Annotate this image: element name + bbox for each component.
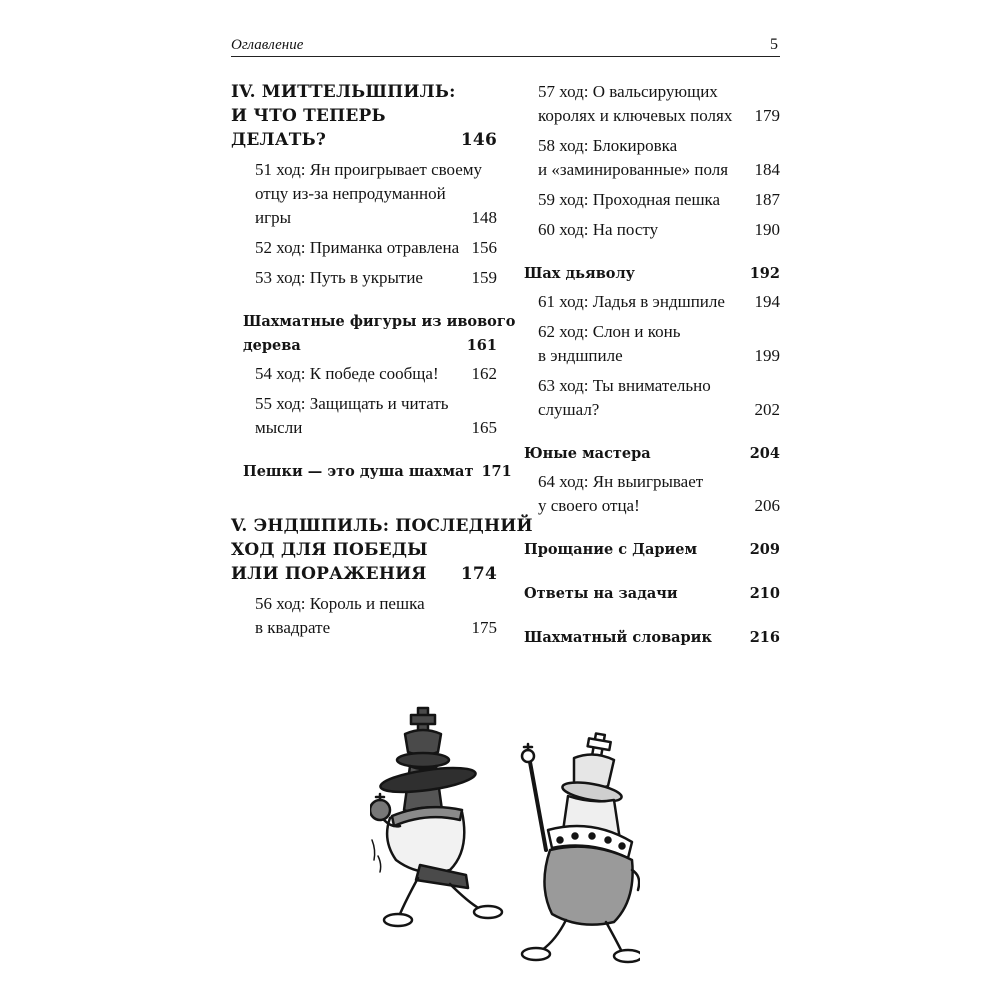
running-header xyxy=(231,36,780,57)
toc-entry-title: в квадрате xyxy=(255,618,331,637)
toc-entry-line xyxy=(231,538,497,562)
toc-entry-line xyxy=(243,310,516,334)
toc-entry-page: 194 xyxy=(754,292,780,311)
toc-entry-line xyxy=(231,514,533,538)
toc-entry-line xyxy=(255,392,497,416)
toc-entry-line xyxy=(524,442,780,466)
toc-entry-line xyxy=(255,236,497,260)
toc-entry-title: отцу из-за непродуманной xyxy=(255,184,446,203)
toc-entry-page: 174 xyxy=(460,564,497,584)
toc-entry-move xyxy=(524,80,780,128)
toc-entry-section xyxy=(231,310,516,358)
toc-entry-part xyxy=(231,80,497,152)
toc-entry-title: игры xyxy=(255,208,291,227)
toc-entry-title: королях и ключевых полях xyxy=(538,106,733,125)
toc-entry-page: 202 xyxy=(754,400,780,419)
toc-entry-line xyxy=(255,266,497,290)
chess-kings-illustration xyxy=(370,700,640,970)
toc-entry-title: 55 ход: Защищать и читать xyxy=(255,394,449,413)
toc-entry-move xyxy=(524,290,780,314)
toc-entry-page: 161 xyxy=(466,337,497,354)
toc-entry-line xyxy=(538,188,780,212)
page-number: 5 xyxy=(770,36,778,53)
toc-entry-page: 159 xyxy=(471,268,497,287)
toc-entry-page: 210 xyxy=(749,585,780,602)
toc-entry-title: 53 ход: Путь в укрытие xyxy=(255,268,423,287)
toc-entry-page: 216 xyxy=(749,629,780,646)
toc-entry-line xyxy=(255,362,497,386)
toc-entry-move xyxy=(524,188,780,212)
toc-entry-move xyxy=(231,158,497,230)
toc-entry-section xyxy=(524,442,780,466)
toc-entry-line xyxy=(538,398,780,422)
toc-entry-title: 56 ход: Король и пешка xyxy=(255,594,425,613)
toc-entry-line xyxy=(538,290,780,314)
toc-entry-title: И ЧТО ТЕПЕРЬ xyxy=(231,106,386,126)
toc-entry-move xyxy=(231,362,497,386)
toc-entry-line xyxy=(243,460,512,484)
toc-entry-line xyxy=(231,80,497,104)
toc-entry-part xyxy=(231,514,533,586)
toc-entry-line xyxy=(538,320,780,344)
toc-entry-section xyxy=(524,582,780,606)
toc-entry-title: IV. МИТТЕЛЬШПИЛЬ: xyxy=(231,82,456,102)
toc-entry-line xyxy=(255,416,497,440)
toc-entry-move xyxy=(524,218,780,242)
toc-entry-title: мысли xyxy=(255,418,303,437)
black-king-icon xyxy=(370,708,502,926)
toc-entry-page: 171 xyxy=(481,463,512,480)
toc-entry-title: 61 ход: Ладья в эндшпиле xyxy=(538,292,725,311)
toc-entry-line xyxy=(538,494,780,518)
toc-entry-title: и «заминированные» поля xyxy=(538,160,729,179)
toc-entry-section xyxy=(231,460,512,484)
toc-entry-title: ДЕЛАТЬ? xyxy=(231,130,326,150)
toc-entry-page: 162 xyxy=(471,364,497,383)
white-king-icon xyxy=(522,733,640,962)
toc-entry-title: V. ЭНДШПИЛЬ: ПОСЛЕДНИЙ xyxy=(231,516,533,536)
toc-entry-section xyxy=(524,538,780,562)
toc-entry-line xyxy=(524,538,780,562)
toc-entry-title: Пешки — это душа шахмат xyxy=(243,463,474,480)
toc-entry-line xyxy=(538,80,780,104)
toc-entry-line xyxy=(243,334,497,358)
toc-entry-title: Шахматные фигуры из ивового xyxy=(243,313,516,330)
toc-entry-line xyxy=(524,582,780,606)
toc-entry-title: 58 ход: Блокировка xyxy=(538,136,678,155)
toc-entry-line xyxy=(255,182,497,206)
toc-entry-title: 62 ход: Слон и конь xyxy=(538,322,681,341)
running-header-title: Оглавление xyxy=(231,37,304,53)
toc-entry-section xyxy=(524,626,780,650)
toc-entry-title: Ответы на задачи xyxy=(524,585,678,602)
toc-entry-page: 179 xyxy=(754,106,780,125)
toc-entry-line xyxy=(231,104,497,128)
toc-left-column xyxy=(231,80,533,646)
toc-entry-page: 187 xyxy=(754,190,780,209)
toc-entry-title: 57 ход: О вальсирующих xyxy=(538,82,718,101)
toc-entry-page: 204 xyxy=(749,445,780,462)
toc-entry-title: 59 ход: Проходная пешка xyxy=(538,190,721,209)
toc-entry-page: 165 xyxy=(471,418,497,437)
toc-entry-move xyxy=(524,134,780,182)
toc-entry-title: 52 ход: Приманка отравлена xyxy=(255,238,460,257)
toc-entry-line xyxy=(255,616,497,640)
toc-entry-page: 190 xyxy=(754,220,780,239)
toc-entry-line xyxy=(538,470,780,494)
toc-entry-line xyxy=(255,592,497,616)
toc-entry-move xyxy=(524,374,780,422)
toc-entry-title: 54 ход: К победе сообща! xyxy=(255,364,439,383)
toc-entry-title: Шахматный словарик xyxy=(524,629,712,646)
toc-entry-title: Юные мастера xyxy=(524,445,651,462)
toc-entry-title: ИЛИ ПОРАЖЕНИЯ xyxy=(231,564,427,584)
toc-entry-line xyxy=(231,562,497,586)
toc-entry-line xyxy=(524,262,780,286)
toc-entry-page: 146 xyxy=(460,130,497,150)
toc-entry-title: в эндшпиле xyxy=(538,346,623,365)
toc-entry-page: 148 xyxy=(471,208,497,227)
toc-entry-line xyxy=(538,158,780,182)
toc-entry-line xyxy=(255,158,497,182)
toc-entry-move xyxy=(231,266,497,290)
toc-entry-page: 209 xyxy=(749,541,780,558)
toc-entry-line xyxy=(538,374,780,398)
toc-entry-title: у своего отца! xyxy=(538,496,640,515)
toc-entry-title: слушал? xyxy=(538,400,600,419)
toc-entry-title: 63 ход: Ты внимательно xyxy=(538,376,711,395)
toc-entry-line xyxy=(255,206,497,230)
toc-entry-move xyxy=(524,470,780,518)
toc-entry-page: 156 xyxy=(471,238,497,257)
toc-entry-line xyxy=(538,134,780,158)
toc-entry-page: 184 xyxy=(754,160,780,179)
toc-entry-move xyxy=(231,592,497,640)
toc-entry-title: 64 ход: Ян выигрывает xyxy=(538,472,704,491)
toc-entry-section xyxy=(524,262,780,286)
toc-entry-title: Шах дьяволу xyxy=(524,265,635,282)
toc-entry-page: 175 xyxy=(471,618,497,637)
toc-right-column xyxy=(524,80,780,654)
toc-entry-move xyxy=(524,320,780,368)
toc-entry-line xyxy=(231,128,497,152)
toc-entry-line xyxy=(538,218,780,242)
toc-entry-title: 60 ход: На посту xyxy=(538,220,659,239)
toc-entry-title: дерева xyxy=(243,337,301,354)
toc-entry-title: ХОД ДЛЯ ПОБЕДЫ xyxy=(231,540,428,560)
toc-entry-title: Прощание с Дарием xyxy=(524,541,698,558)
toc-entry-page: 199 xyxy=(754,346,780,365)
toc-entry-line xyxy=(524,626,780,650)
toc-entry-line xyxy=(538,104,780,128)
toc-entry-move xyxy=(231,392,497,440)
toc-entry-page: 192 xyxy=(749,265,780,282)
toc-entry-title: 51 ход: Ян проигрывает своему xyxy=(255,160,483,179)
toc-entry-move xyxy=(231,236,497,260)
toc-entry-line xyxy=(538,344,780,368)
toc-entry-page: 206 xyxy=(754,496,780,515)
